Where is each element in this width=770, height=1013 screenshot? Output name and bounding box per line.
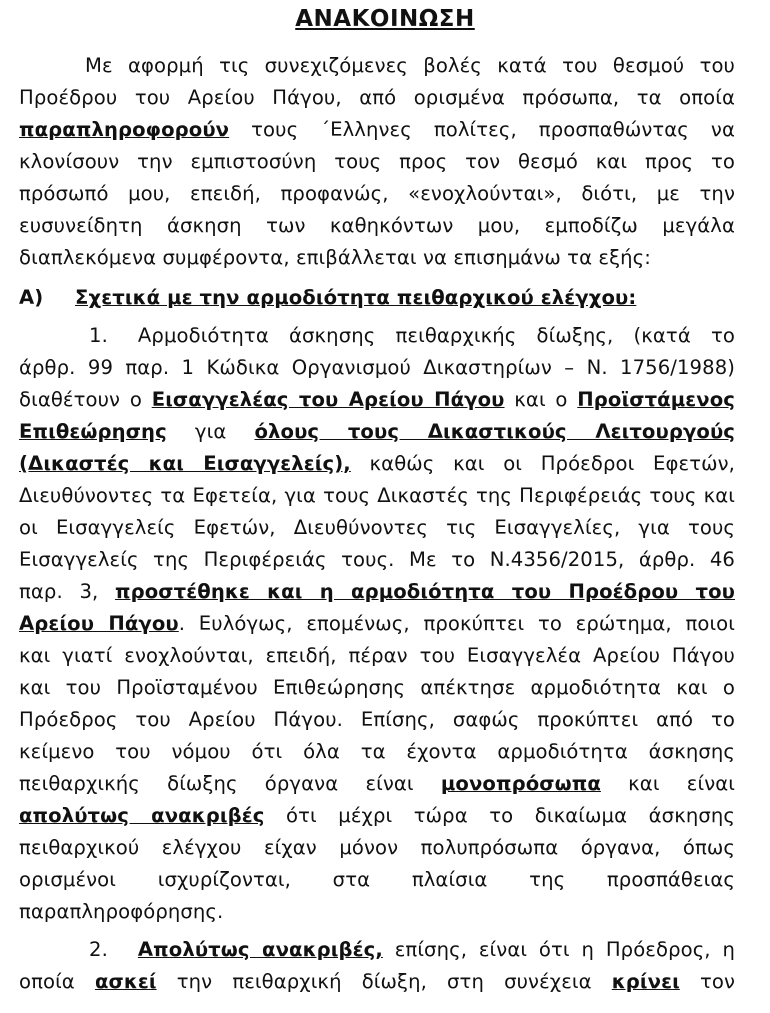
item2-number: 2. — [89, 938, 108, 961]
section-a-label: Α) — [19, 286, 44, 309]
item1-line-16: απολύτως ανακριβές ότι μέχρι τώρα το δικαίωμα άσκησης — [19, 804, 735, 827]
item1-number: 1. — [89, 324, 108, 347]
item1-line-6: Διευθύνοντες τα Εφετεία, για τους Δικαστές της Περιφέρειάς τους και — [19, 484, 735, 507]
item1-line-19: παραπληροφόρησης. — [19, 900, 224, 923]
item1-line-5: (Δικαστές και Εισαγγελείς), καθώς και οι Πρόεδροι Εφετών, — [19, 452, 735, 475]
document-title: ΑΝΑΚΟΙΝΩΣΗ — [295, 6, 475, 32]
item1-line-14: κείμενο του νόμου ότι όλα τα έχοντα αρμοδιότητα άσκησης — [19, 740, 735, 763]
item2-line-2: οποία ασκεί την πειθαρχική δίωξη, στη συνέχεια κρίνει τον — [19, 970, 735, 993]
intro-line-3: παραπληροφορούν τους ΄Ελληνες πολίτες, προσπαθώντας να — [19, 118, 735, 141]
item1-line-2: άρθρ. 99 παρ. 1 Κώδικα Οργανισμού Δικαστηρίων – Ν. 1756/1988) — [19, 356, 735, 379]
item1-line-12: και του Προϊσταμένου Επιθεώρησης απέκτησε αρμοδιότητα και ο — [19, 676, 735, 699]
item1-line-11: και γιατί ενοχλούνται, επειδή, πέραν του Εισαγγελέα Αρείου Πάγου — [19, 644, 735, 667]
item1-line-10: Αρείου Πάγου. Ευλόγως, επομένως, προκύπτει το ερώτημα, ποιοι — [19, 612, 735, 635]
item1-line-8: Εισαγγελείς της Περιφέρειάς τους. Με το Ν.4356/2015, άρθρ. 46 — [19, 548, 735, 571]
emphasis-misinform: παραπληροφορούν — [19, 118, 230, 141]
item1-line-4: Επιθεώρησης για όλους τους Δικαστικούς Λειτουργούς — [19, 420, 735, 443]
item1-line-13: Πρόεδρος του Αρείου Πάγου. Επίσης, σαφώς προκύπτει από το — [19, 708, 735, 731]
item1-line-7: οι Εισαγγελείς Εφετών, Διευθύνοντες τις Εισαγγελίες, για τους — [19, 516, 735, 539]
intro-line-2: Προέδρου του Αρείου Πάγου, από ορισμένα πρόσωπα, τα οποία — [19, 86, 735, 109]
item2-line-1: 2. Απολύτως ανακριβές, επίσης, είναι ότι η Πρόεδρος, η — [89, 938, 735, 961]
item1-line-1: 1. Αρμοδιότητα άσκησης πειθαρχικής δίωξης, (κατά το — [89, 324, 735, 347]
item1-line-15: πειθαρχικής δίωξης όργανα είναι μονοπρόσωπα και είναι — [19, 772, 735, 795]
item1-line-18: ορισμένοι ισχυρίζονται, στα πλαίσια της προσπάθειας — [19, 868, 735, 891]
item1-line-9: παρ. 3, προστέθηκε και η αρμοδιότητα του Προέδρου του — [19, 580, 735, 603]
item1-line-17: πειθαρχικού ελέγχου είχαν μόνον πολυπρόσωπα όργανα, όπως — [19, 836, 735, 859]
intro-line-6: ευσυνείδητη άσκηση των καθηκόντων μου, εμποδίζω μεγάλα — [19, 214, 735, 237]
section-a-title: Σχετικά με την αρμοδιότητα πειθαρχικού ελέγχου: — [75, 286, 637, 309]
intro-line-1: Με αφορμή τις συνεχιζόμενες βολές κατά του θεσμού του — [85, 54, 735, 77]
item1-line-3: διαθέτουν ο Εισαγγελέας του Αρείου Πάγου και ο Προϊστάμενος — [19, 388, 735, 411]
intro-line-5: πρόσωπό μου, επειδή, προφανώς, «ενοχλούνται», διότι, με την — [19, 182, 735, 205]
intro-line-7: διαπλεκόμενα συμφέροντα, επιβάλλεται να επισημάνω τα εξής: — [19, 246, 651, 269]
intro-line-4: κλονίσουν την εμπιστοσύνη τους προς τον θεσμό και προς το — [19, 150, 735, 173]
section-a-heading — [19, 282, 735, 313]
